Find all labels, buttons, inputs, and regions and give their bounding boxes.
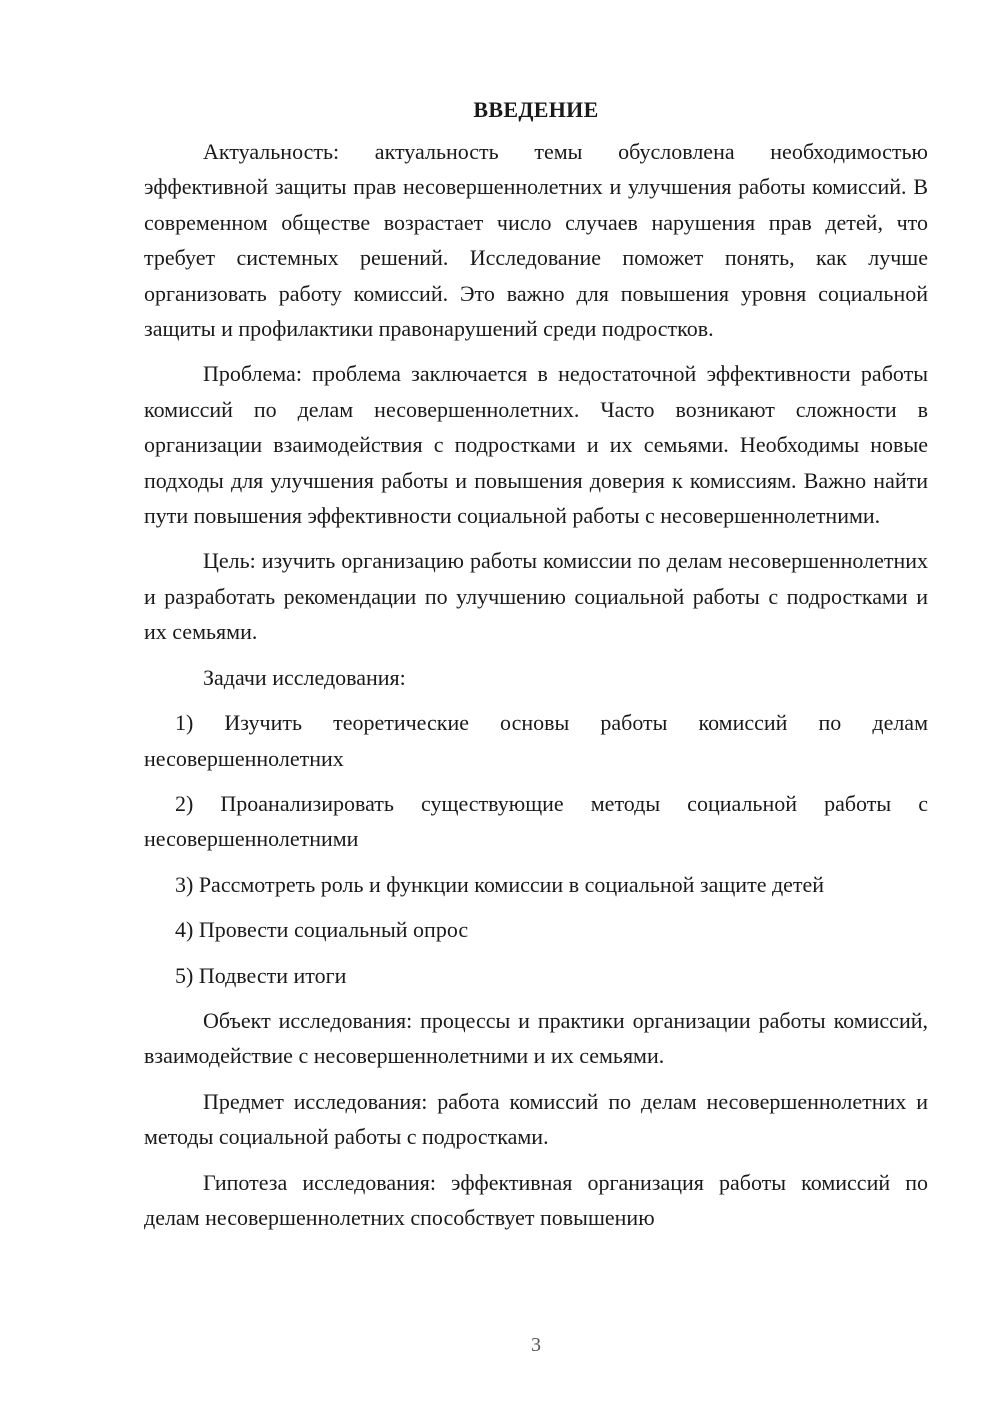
task-item-5: 5) Подвести итоги [175,962,347,988]
task-item-1: 1) Изучить теоретические основы работы комиссий по делам несовершеннолетних [144,710,928,771]
document-title: ВВЕДЕНИЕ [473,97,599,122]
document-page [144,92,928,1245]
tasks-heading: Задачи исследования: [203,664,406,690]
paragraph-relevance: Актуальность: актуальность темы обусловлена необходимостью эффективной защиты прав несовершеннолетних и улучшения работы комиссий. В современном обществе возрастает число случаев нарушения прав детей, что требует системных решений. Исследование поможет понять, как лучше организовать работу комиссий. Это важно для повышения уровня социальной защиты и профилактики правонарушений среди подростков. [144,139,928,342]
paragraph-goal: Цель: изучить организацию работы комиссии по делам несовершеннолетних и разработать рекомендации по улучшению социальной работы с подростками и их семьями. [144,548,928,645]
paragraph-problem: Проблема: проблема заключается в недостаточной эффективности работы комиссий по делам несовершеннолетних. Часто возникают сложности в организации взаимодействия с подростками и их семьями. Необходимы новые подходы для улучшения работы и повышения доверия к комиссиям. Важно найти пути повышения эффективности социальной работы с несовершеннолетними. [144,361,928,529]
task-item-2: 2) Проанализировать существующие методы социальной работы с несовершеннолетними [144,790,928,852]
paragraph-hypothesis: Гипотеза исследования: эффективная организация работы комиссий по делам несовершеннолетних способствует повышению [144,1169,928,1230]
task-item-4: 4) Провести социальный опрос [175,917,469,943]
page-number: 3 [531,1334,541,1356]
paragraph-object: Объект исследования: процессы и практики организации работы комиссий, взаимодействие с несовершеннолетними и их семьями. [144,1007,928,1069]
task-item-3: 3) Рассмотреть роль и функции комиссии в социальной защите детей [175,871,825,897]
paragraph-subject: Предмет исследования: работа комиссий по делам несовершеннолетних и методы социальной работы с подростками. [144,1088,928,1150]
